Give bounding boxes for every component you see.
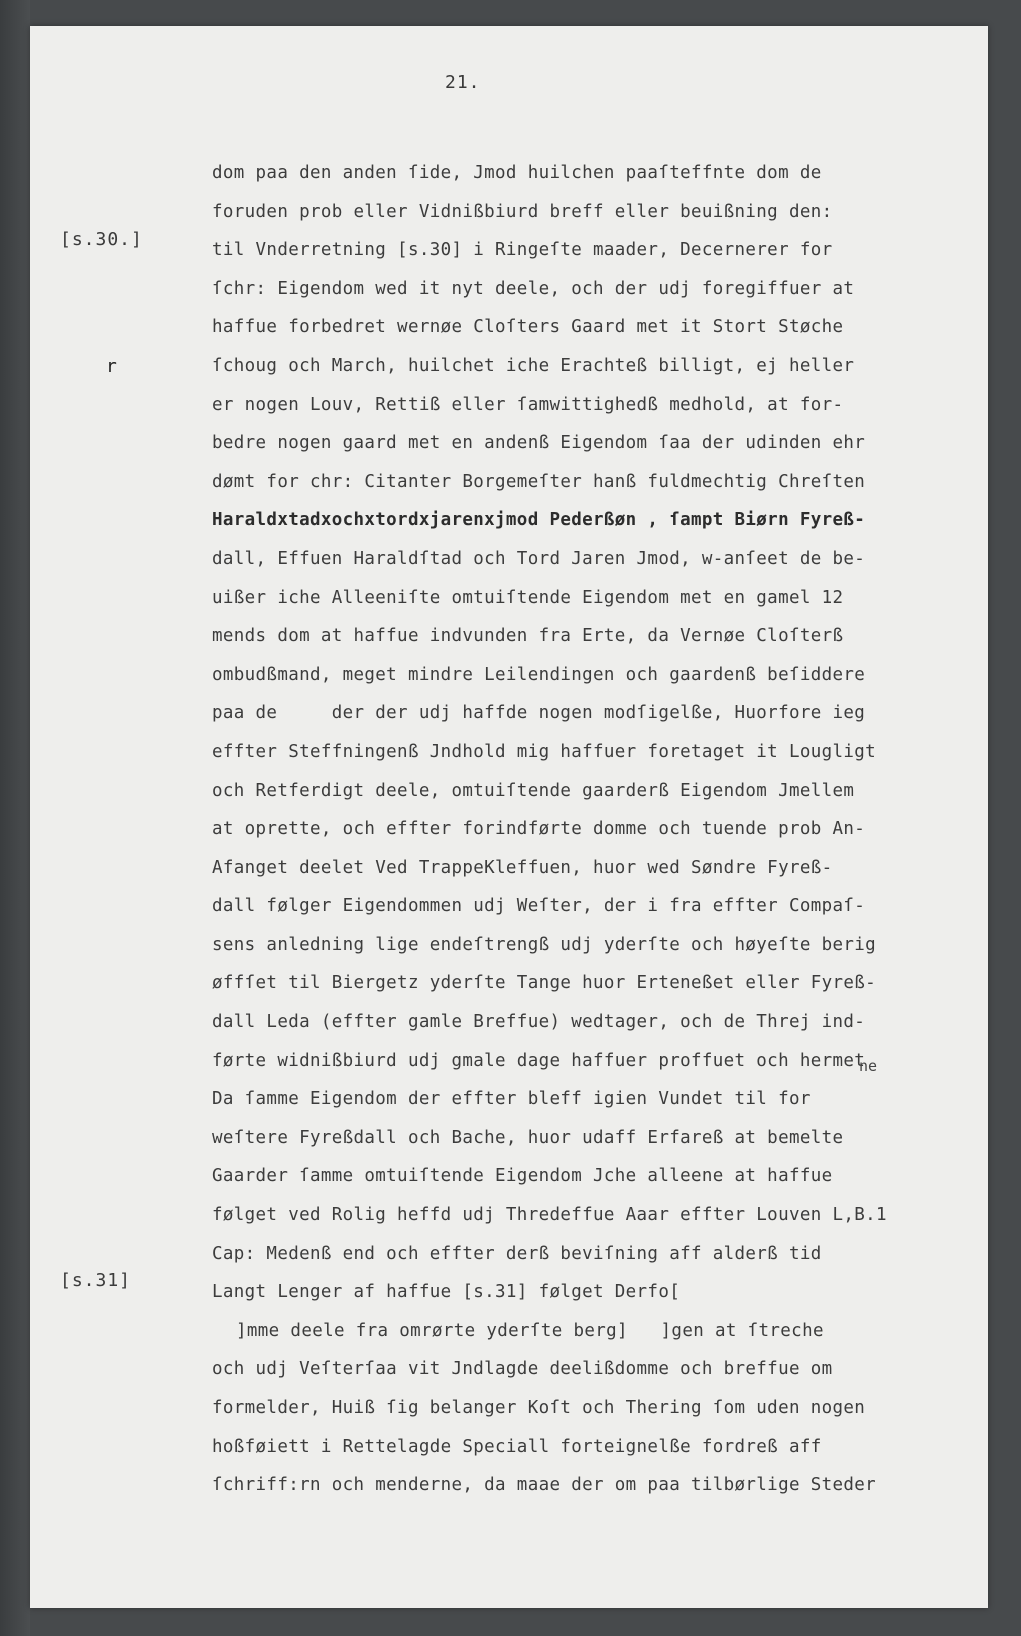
text-line: dall, Effuen Haraldſtad och Tord Jaren Jmod, w-anſeet de be- (212, 548, 866, 569)
text-line: førte widnißbiurd udj gmale dage haffuer proffuet och hermet (212, 1050, 866, 1071)
text-line: haffue forbedret wernøe Cloſters Gaard met it Stort Støche (212, 317, 844, 338)
struck-through-line: Haraldxtadxochxtordxjarenxjmod Pederßøn , ſampt Biørn Fyreß- (212, 510, 866, 531)
text-line: dall følger Eigendommen udj Weſter, der i fra effter Compaſ- (212, 896, 866, 917)
text-line: til Vnderretning [s.30] i Ringeſte maader, Decernerer for (212, 240, 833, 261)
text-line: hoßføiett i Rettelagde Speciall forteignelße fordreß aff (212, 1436, 822, 1457)
interlinear-insertion: ne (859, 1057, 878, 1075)
text-line: dom paa den anden ſide, Jmod huilchen paaſteffnte dom de (212, 163, 822, 183)
text-line: weſtere Fyreßdall och Bache, huor udaff Erfareß at bemelte (212, 1127, 844, 1148)
text-line: ſchoug och March, huilchet iche Erachteß billigt, ej heller (212, 355, 855, 376)
margin-note-s31: [s.31] (60, 1270, 132, 1291)
text-line: bedre nogen gaard met en andenß Eigendom ſaa der udinden ehr (212, 433, 866, 454)
text-line: følget ved Rolig heffd udj Thredeffue Aaar effter Louven L,B.1 (212, 1205, 887, 1226)
document-page (30, 26, 988, 1608)
text-line: at oprette, och effter forindførte domme och tuende prob An- (212, 819, 866, 840)
text-line: uißer iche Alleeniſte omtuiſtende Eigendom met en gamel 12 (212, 587, 844, 608)
page-number: 21. (445, 72, 481, 93)
stray-mark: r (106, 356, 117, 377)
margin-note-s30: [s.30.] (60, 229, 143, 250)
text-line: dømt for chr: Citanter Borgemeſter hanß fuldmechtig Chreſten (212, 471, 866, 492)
text-line: øffſet til Biergetz yderſte Tange huor Erteneßet eller Fyreß- (212, 973, 877, 994)
binding-edge (0, 0, 30, 1636)
text-line: paa de der der udj haffde nogen modſigelße, Huorfore ieg (212, 703, 866, 724)
text-line: ſchriff:rn och menderne, da maae der om paa tilbørlige Steder (212, 1475, 877, 1496)
text-line: Gaarder ſamme omtuiſtende Eigendom Jche alleene at haffue (212, 1166, 833, 1187)
text-line: dall Leda (effter gamle Breffue) wedtager, och de Threj ind- (212, 1012, 866, 1033)
text-line: Da ſamme Eigendom der effter bleff igien Vundet til for (212, 1089, 811, 1110)
text-line: ombudßmand, meget mindre Leilendingen och gaardenß beſiddere (212, 664, 866, 685)
text-line: formelder, Huiß ſig belanger Koſt och Thering ſom uden nogen (212, 1398, 866, 1418)
text-line: foruden prob eller Vidnißbiurd breff eller beuißning den: (212, 201, 833, 222)
transcription-body (212, 154, 972, 1505)
text-line: mends dom at haffue indvunden fra Erte, da Vernøe Cloſterß (212, 626, 844, 647)
text-line: Langt Lenger af haffue [s.31] følget Derfo[ (212, 1282, 681, 1303)
text-line: effter Steffningenß Jndhold mig haffuer foretaget it Lougligt (212, 741, 877, 762)
text-line: och udj Veſterſaa vit Jndlagde deelißdomme och breffue om (212, 1359, 833, 1380)
text-line: sens anledning lige endeſtrengß udj yderſte och høyeſte berig (212, 934, 877, 955)
text-line: Afanget deelet Ved TrappeKleffuen, huor wed Søndre Fyreß- (212, 857, 833, 878)
text-line: er nogen Louv, Rettiß eller ſamwittighedß medhold, at for- (212, 394, 844, 415)
text-line: och Retferdigt deele, omtuiſtende gaarderß Eigendom Jmellem (212, 780, 855, 801)
text-line: ſchr: Eigendom wed it nyt deele, och der udj foregiffuer at (212, 278, 855, 299)
text-line: Cap: Medenß end och effter derß beviſning aff alderß tid (212, 1243, 822, 1264)
text-line: ]mme deele fra omrørte yderſte berg] ]gen at ſtreche (236, 1320, 824, 1341)
